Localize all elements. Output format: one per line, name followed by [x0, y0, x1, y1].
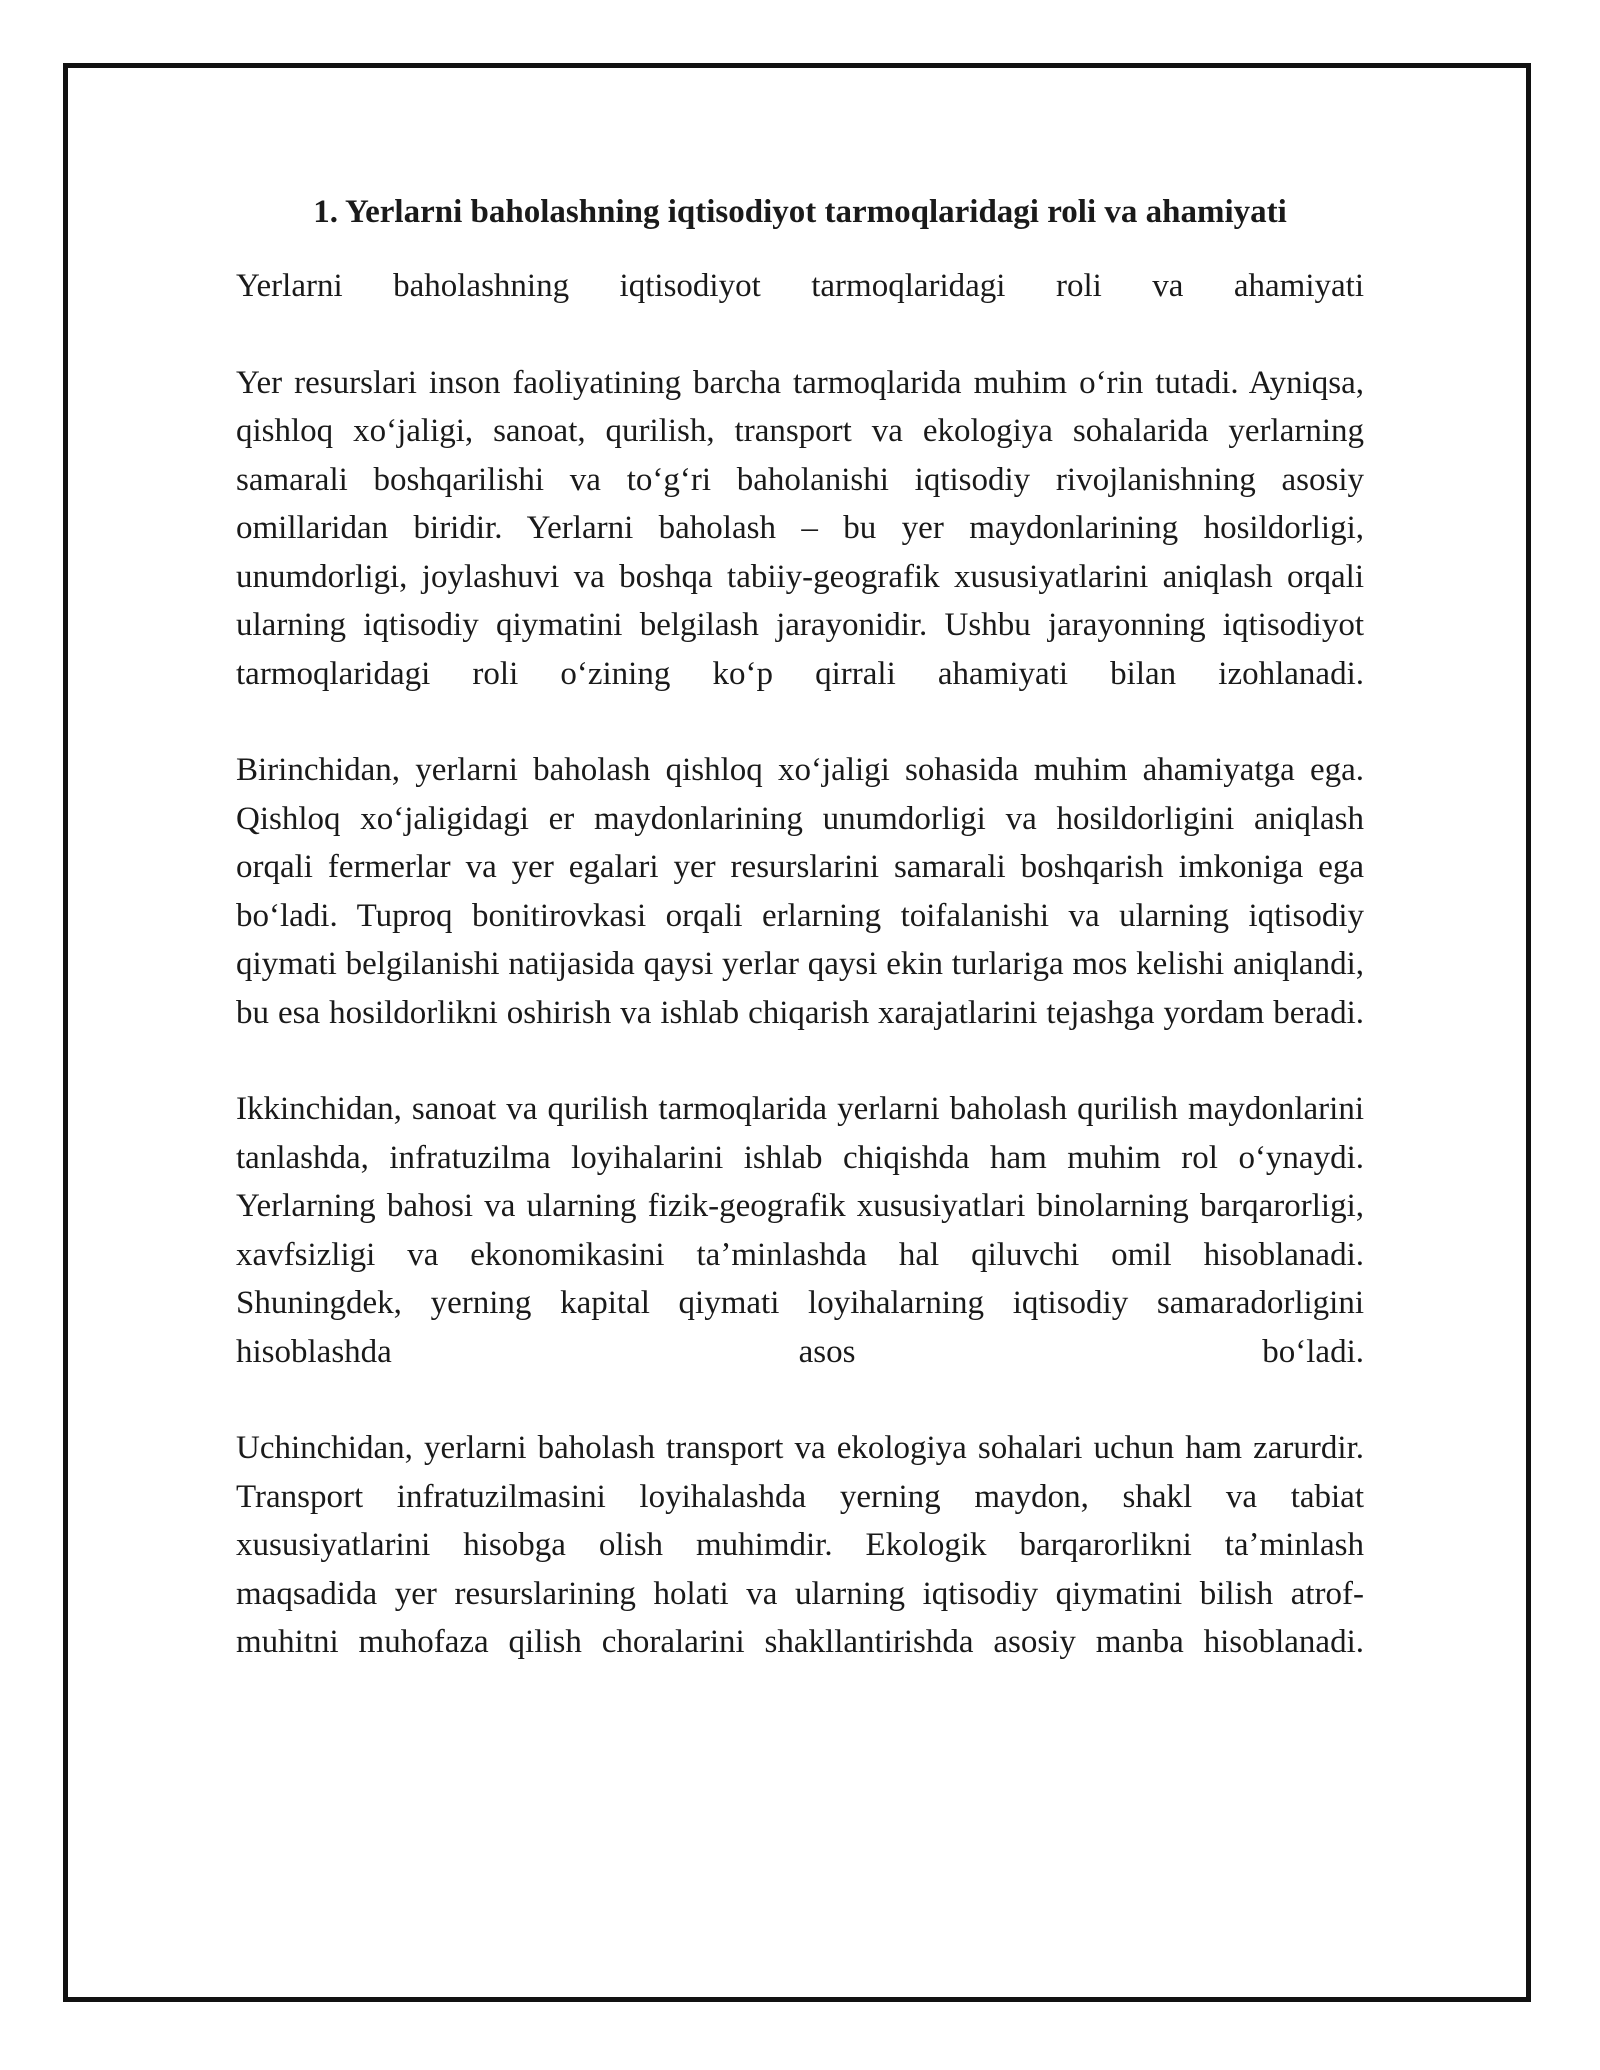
paragraph-first: Birinchidan, yerlarni baholash qishloq xoʻjaligi sohasida muhim ahamiyatga ega. Qishloq xoʻjaligidagi er maydonlarining unumdorligi va hosildorligini aniqlash orqali fermerlar va yer egalari yer resurslarini samarali boshqarish imkoniga ega boʻladi. Tuproq bonitirovkasi orqali erlarning toifalanishi va ularning iqtisodiy qiymati belgilanishi natijasida qaysi yerlar qaysi ekin turlariga mos kelishi aniqlandi, bu esa hosildorlikni oshirish va ishlab chiqarish xarajatlarini tejashga yordam beradi.: [236, 752, 1364, 1031]
document-body: [236, 190, 1364, 1715]
paragraph-intro: Yer resurslari inson faoliyatining barcha tarmoqlarida muhim oʻrin tutadi. Ayniqsa, qishloq xoʻjaligi, sanoat, qurilish, transport va ekologiya sohalarida yerlarning samarali boshqarilishi va toʻgʻri baholanishi iqtisodiy rivojlanishning asosiy omillaridan biridir. Yerlarni baholash – bu yer maydonlarining hosildorligi, unumdorligi, joylashuvi va boshqa tabiiy-geografik xususiyatlarini aniqlash orqali ularning iqtisodiy qiymatini belgilash jarayonidir. Ushbu jarayonning iqtisodiyot tarmoqlaridagi roli oʻzining koʻp qirrali ahamiyati bilan izohlanadi.: [236, 364, 1364, 692]
paragraph-second: Ikkinchidan, sanoat va qurilish tarmoqlarida yerlarni baholash qurilish maydonlarini tanlashda, infratuzilma loyihalarini ishlab chiqishda ham muhim rol oʻynaydi. Yerlarning bahosi va ularning fizik-geografik xususiyatlari binolarning barqarorligi, xavfsizligi va ekonomikasini taʼminlashda hal qiluvchi omil hisoblanadi. Shuningdek, yerning kapital qiymati loyihalarning iqtisodiy samaradorligini hisoblashda asos boʻladi.: [236, 1091, 1364, 1370]
paragraph-third: Uchinchidan, yerlarni baholash transport va ekologiya sohalari uchun ham zarurdir. Transport infratuzilmasini loyihalashda yerning maydon, shakl va tabiat xususiyatlarini hisobga olish muhimdir. Ekologik barqarorlikni taʼminlash maqsadida yer resurslarining holati va ularning iqtisodiy qiymatini bilish atrof-muhitni muhofaza qilish choralarini shakllantirishda asosiy manba hisoblanadi.: [236, 1430, 1364, 1660]
document-title: 1. Yerlarni baholashning iqtisodiyot tarmoqlaridagi roli va ahamiyati: [313, 194, 1287, 230]
paragraph-subtitle: Yerlarni baholashning iqtisodiyot tarmoqlaridagi roli va ahamiyati: [236, 268, 1364, 304]
